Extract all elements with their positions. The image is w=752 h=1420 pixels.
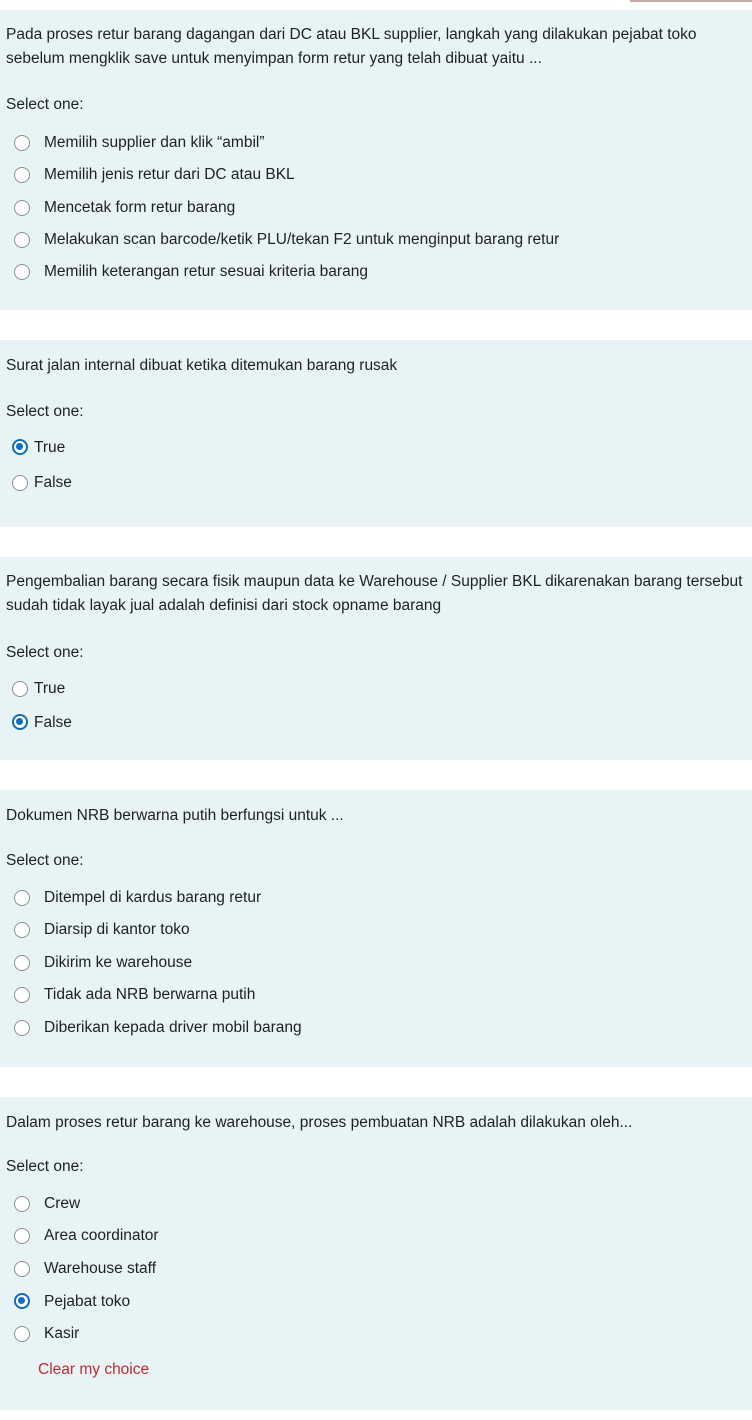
- radio-button[interactable]: [14, 1196, 30, 1212]
- option-label[interactable]: Kasir: [44, 1325, 80, 1342]
- radio-button[interactable]: [14, 987, 30, 1003]
- select-one-label: Select one:: [6, 644, 84, 661]
- radio-button[interactable]: [14, 922, 30, 938]
- option-label[interactable]: False: [34, 714, 72, 731]
- radio-button[interactable]: [12, 681, 28, 697]
- option-label[interactable]: Crew: [44, 1195, 81, 1212]
- top-divider: [630, 0, 752, 2]
- option-label[interactable]: Dikirim ke warehouse: [44, 954, 193, 971]
- option-label[interactable]: Memilih keterangan retur sesuai kriteria barang: [44, 263, 368, 280]
- radio-button[interactable]: [14, 200, 30, 216]
- option-label[interactable]: Diarsip di kantor toko: [44, 921, 190, 938]
- option-label[interactable]: Memilih supplier dan klik “ambil”: [44, 134, 265, 151]
- radio-button[interactable]: [14, 890, 30, 906]
- question-text: Dalam proses retur barang ke warehouse, proses pembuatan NRB adalah dilakukan oleh...: [6, 1114, 633, 1131]
- option-label[interactable]: Diberikan kepada driver mobil barang: [44, 1019, 302, 1036]
- question-4: [0, 790, 752, 1067]
- radio-button[interactable]: [12, 439, 28, 455]
- radio-button[interactable]: [14, 1293, 30, 1309]
- question-1: [0, 10, 752, 310]
- radio-button[interactable]: [14, 1261, 30, 1277]
- option-label[interactable]: Mencetak form retur barang: [44, 199, 236, 216]
- option-label[interactable]: Ditempel di kardus barang retur: [44, 889, 262, 906]
- question-text: Pengembalian barang secara fisik maupun data ke Warehouse / Supplier BKL dikarenakan barang tersebut sudah tidak layak jual adalah definisi dari stock opname barang: [6, 573, 743, 614]
- select-one-label: Select one:: [6, 403, 84, 420]
- radio-button[interactable]: [14, 232, 30, 248]
- radio-button[interactable]: [14, 1020, 30, 1036]
- question-3: [0, 557, 752, 760]
- radio-button[interactable]: [14, 1326, 30, 1342]
- question-2: [0, 340, 752, 527]
- option-label[interactable]: Pejabat toko: [44, 1293, 131, 1310]
- option-label[interactable]: True: [34, 680, 66, 697]
- select-one-label: Select one:: [6, 96, 84, 113]
- radio-button[interactable]: [14, 264, 30, 280]
- option-label[interactable]: Melakukan scan barcode/ketik PLU/tekan F2 untuk menginput barang retur: [44, 231, 560, 248]
- question-text: Pada proses retur barang dagangan dari DC atau BKL supplier, langkah yang dilakukan pejabat toko sebelum mengklik save untuk menyimpan form retur yang telah dibuat yaitu ...: [6, 26, 697, 67]
- question-text: Dokumen NRB berwarna putih berfungsi untuk ...: [6, 807, 344, 824]
- question-text: Surat jalan internal dibuat ketika ditemukan barang rusak: [6, 357, 398, 374]
- option-label[interactable]: Warehouse staff: [44, 1260, 157, 1277]
- select-one-label: Select one:: [6, 1158, 84, 1175]
- clear-choice-link[interactable]: Clear my choice: [38, 1361, 150, 1378]
- option-label[interactable]: False: [34, 474, 72, 491]
- option-label[interactable]: Area coordinator: [44, 1227, 159, 1244]
- radio-button[interactable]: [14, 167, 30, 183]
- radio-button[interactable]: [12, 714, 28, 730]
- radio-button[interactable]: [14, 955, 30, 971]
- radio-button[interactable]: [14, 1228, 30, 1244]
- radio-button[interactable]: [12, 475, 28, 491]
- option-label[interactable]: Tidak ada NRB berwarna putih: [44, 986, 256, 1003]
- select-one-label: Select one:: [6, 852, 84, 869]
- option-label[interactable]: True: [34, 439, 66, 456]
- option-label[interactable]: Memilih jenis retur dari DC atau BKL: [44, 166, 295, 183]
- question-5: [0, 1097, 752, 1410]
- radio-button[interactable]: [14, 135, 30, 151]
